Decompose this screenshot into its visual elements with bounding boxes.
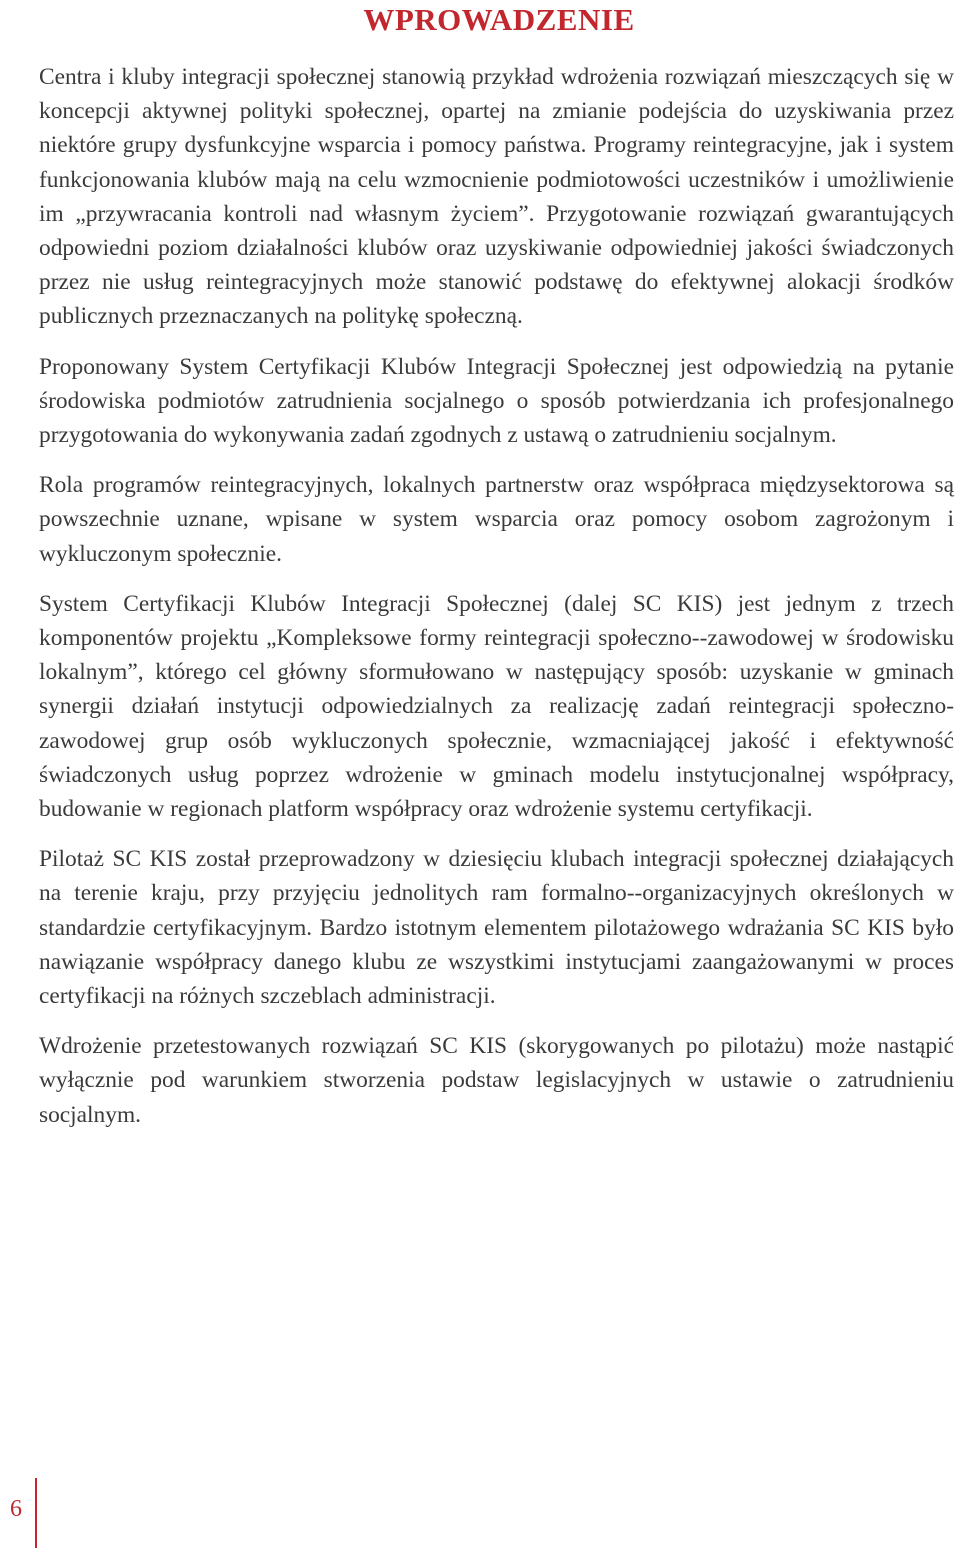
paragraph-certification-system: Proponowany System Certyfikacji Klubów Integracji Społecznej jest odpowiedzią na pytanie środowiska podmiotów zatrudnienia socjalnego o sposób potwierdzania ich profesjonalnego przygotowania do wykonywania zadań zgodnych z ustawą o zatrudnieniu socjalnym. [39, 353, 954, 449]
paragraph-sc-kis-component: System Certyfikacji Klubów Integracji Społecznej (dalej SC KIS) jest jednym z trzech komponentów projektu „Kompleksowe formy reintegracji społeczno--zawodowej w środowisku lokalnym”, którego cel główny sformułowano w następujący sposób: uzyskanie w gminach synergii działań instytucji odpowiedzialnych za realizację zadań reintegracji społeczno-zawodowej grup osób wykluczonych społecznie, wzmacniającej jakość i efektywność świadczonych usług poprzez wdrożenie w gminach modelu instytucjonalnej współpracy, budowanie w regionach platform współpracy oraz wdrożenie systemu certyfikacji. [39, 590, 954, 823]
paragraph-implementation: Wdrożenie przetestowanych rozwiązań SC KIS (skorygowanych po pilotażu) może nastąpić wyłącznie pod warunkiem stworzenia podstaw legislacyjnych w ustawie o zatrudnieniu socjalnym. [39, 1033, 954, 1128]
page-heading: WPROWADZENIE [363, 2, 635, 37]
page-number: 6 [10, 1496, 22, 1522]
paragraph-intro: Centra i kluby integracji społecznej stanowią przykład wdrożenia rozwiązań mieszczących się w koncepcji aktywnej polityki społecznej, opartej na zmianie podejścia do uzyskiwania przez niektóre grupy dysfunkcyjne wsparcia i pomocy państwa. Programy reintegracyjne, jak i system funkcjonowania klubów mają na celu wzmocnienie podmiotowości uczestników i umożliwienie im „przywracania kontroli nad własnym życiem”. Przygotowanie rozwiązań gwarantujących odpowiedni poziom działalności klubów oraz uzyskiwanie odpowiedniej jakości świadczonych przez nie usług reintegracyjnych może stanowić podstawę do efektywnej alokacji środków publicznych przeznaczanych na politykę społeczną. [39, 64, 954, 330]
paragraph-pilot: Pilotaż SC KIS został przeprowadzony w dziesięciu klubach integracji społecznej działających na terenie kraju, przy przyjęciu jednolitych ram formalno--organizacyjnych określonych w standardzie certyfikacyjnym. Bardzo istotnym elementem pilotażowego wdrażania SC KIS było nawiązanie współpracy danego klubu ze wszystkimi instytucjami zaangażowanymi w proces certyfikacji na różnych szczeblach administracji. [39, 846, 954, 1010]
body-text [39, 60, 954, 1148]
footer-rule [35, 1478, 37, 1548]
paragraph-reintegration-role: Rola programów reintegracyjnych, lokalnych partnerstw oraz współpraca międzysektorowa są powszechnie uznane, wpisane w system wsparcia oraz pomocy osobom zagrożonym i wykluczonym społecznie. [39, 472, 954, 567]
